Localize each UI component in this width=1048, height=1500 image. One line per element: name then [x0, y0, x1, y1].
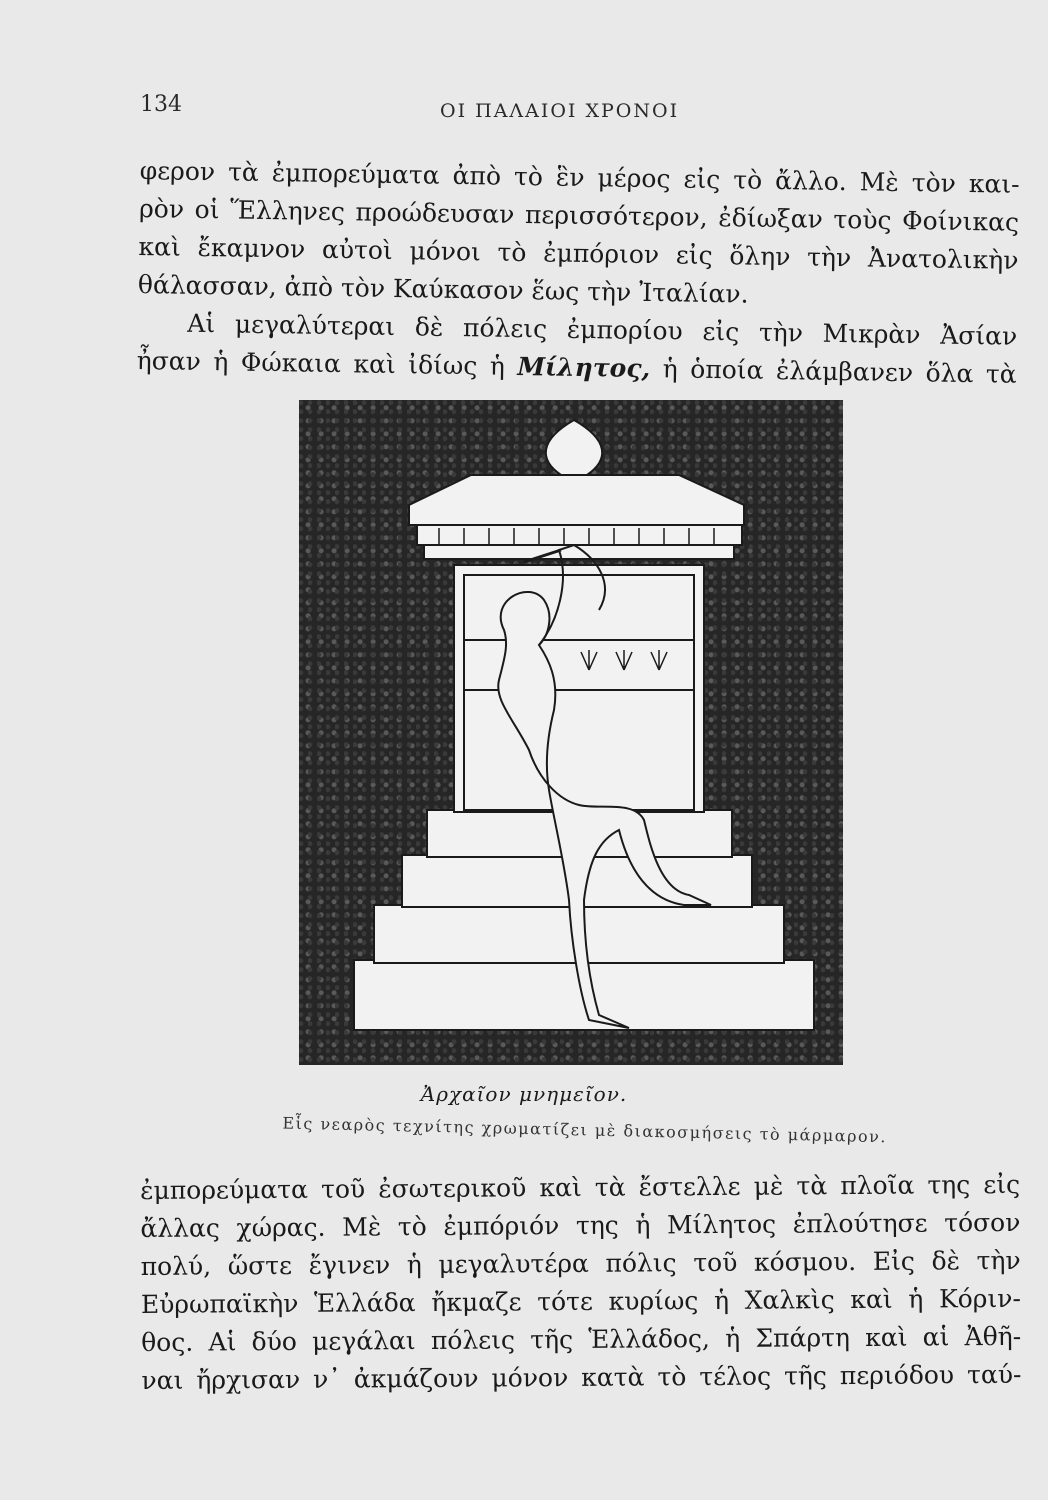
- running-title: ΟΙ ΠΑΛΑΙΟΙ ΧΡΟΝΟΙ: [440, 100, 680, 122]
- text-line: θος. Αἱ δύο μεγάλαι πόλεις τῆς Ἑλλάδος, ἡ Σπάρτη καὶ αἱ Ἀθῆ-: [141, 1321, 1022, 1357]
- text-line: καὶ ἔκαμνον αὐτοὶ μόνοι τὸ ἐμπόριον εἰς ὅλην τὴν Ἀνατολικὴν: [138, 231, 1019, 275]
- text-fragment: ἦσαν ἡ Φώκαια καὶ ἰδίως ἡ: [136, 345, 518, 381]
- finial: [546, 420, 602, 475]
- text-line: πολύ, ὥστε ἔγινεν ἡ μεγαλυτέρα πόλις τοῦ κόσμου. Εἰς δὲ τὴν: [140, 1245, 1021, 1281]
- text-line: ἄλλας χώρας. Μὲ τὸ ἐμπόριόν της ἡ Μίλητος ἐπλούτησε τόσον: [140, 1207, 1021, 1243]
- text-fragment: ἡ ὁποία ἐλάμβανεν ὅλα τὰ: [650, 354, 1017, 389]
- cornice-dentils: [417, 525, 742, 545]
- text-line: Εὐρωπαϊκὴν Ἑλλάδα ἤκμαζε τότε κυρίως ἡ Χαλκὶς καὶ ἡ Κόριν-: [140, 1283, 1022, 1319]
- monument-drawing: [299, 400, 843, 1065]
- text-line: φερον τὰ ἐμπορεύματα ἀπὸ τὸ ἓν μέρος εἰς τὸ ἄλλο. Μὲ τὸν και-: [139, 155, 1020, 199]
- figure-caption-title: Ἀρχαῖον μνημεῖον.: [420, 1082, 628, 1106]
- emphasized-word: Μίλητος,: [517, 351, 651, 384]
- pediment: [409, 475, 744, 525]
- illustration: [299, 400, 843, 1065]
- running-head: [140, 92, 1020, 132]
- text-line: ναι ἤρχισαν ν᾽ ἀκμάζουν μόνον κατὰ τὸ τέλος τῆς περιόδου ταύ-: [141, 1359, 1022, 1395]
- text-line: ἐμπορεύματα τοῦ ἐσωτερικοῦ καὶ τὰ ἔστελλε μὲ τὰ πλοῖα της εἰς: [140, 1169, 1021, 1205]
- top-paragraph: [136, 152, 1019, 394]
- text-line: Αἱ μεγαλύτεραι δὲ πόλεις ἐμπορίου εἰς τὴν Μικρὰν Ἀσίαν: [187, 308, 1018, 351]
- stele-body: [454, 565, 704, 812]
- bottom-paragraph: [140, 1166, 1022, 1400]
- page-number: 134: [140, 92, 182, 117]
- figure-caption: Εἷς νεαρὸς τεχνίτης χρωματίζει μὲ διακοσμήσεις τὸ μάρμαρον.: [282, 1113, 888, 1147]
- text-line: ρὸν οἱ Ἕλληνες προώδευσαν περισσότερον, ἐδίωξαν τοὺς Φοίνικας: [138, 193, 1020, 237]
- text-line: θάλασσαν, ἀπὸ τὸν Καύκασον ἕως τὴν Ἰταλίαν.: [137, 269, 749, 309]
